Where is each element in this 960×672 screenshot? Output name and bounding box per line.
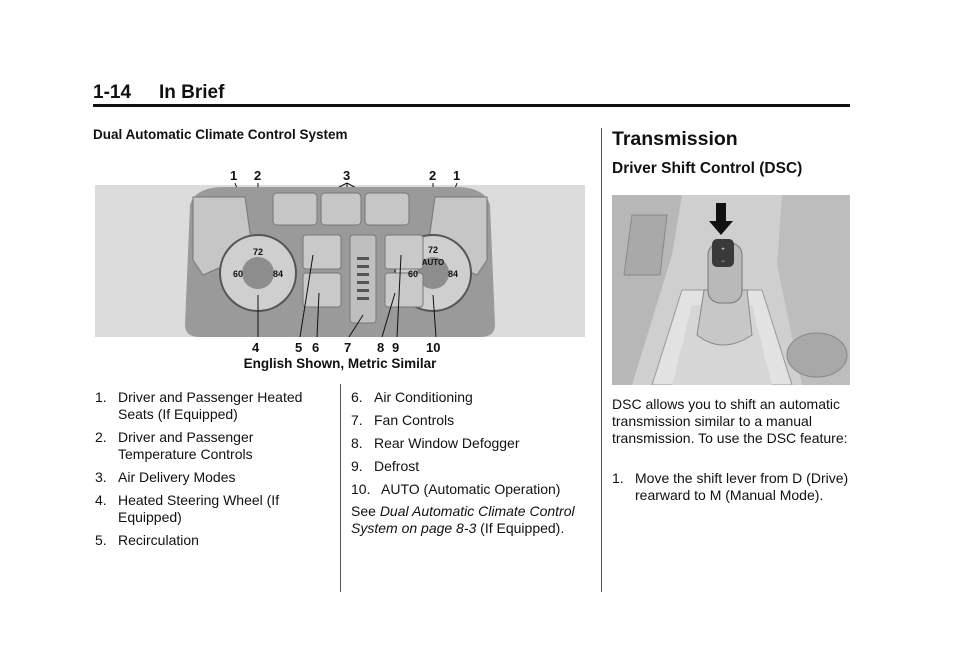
legend-list-a bbox=[95, 389, 330, 555]
legend-list-b bbox=[351, 389, 591, 504]
knob-right-84: 84 bbox=[447, 269, 459, 279]
shift-lever-illustration bbox=[612, 195, 850, 385]
column-divider-right bbox=[601, 128, 602, 592]
callout-bottom-5: 5 bbox=[295, 340, 303, 355]
knob-right-60: 60 bbox=[407, 269, 419, 279]
list-item: 10. AUTO (Automatic Operation) bbox=[351, 481, 561, 497]
callout-bottom-7: 7 bbox=[344, 340, 352, 355]
callout-bottom-4: 4 bbox=[252, 340, 260, 355]
transmission-paragraph: DSC allows you to shift an automatic transmission similar to a manual transmission. To use the DSC feature: bbox=[612, 396, 848, 446]
section-title: In Brief bbox=[159, 82, 225, 103]
svg-text:+: + bbox=[721, 247, 725, 253]
section-heading: Transmission bbox=[612, 128, 738, 150]
list-item: 9. Defrost bbox=[351, 458, 420, 474]
subsection-heading: Driver Shift Control (DSC) bbox=[612, 160, 803, 177]
climate-control-panel-illustration bbox=[95, 165, 585, 355]
svg-text:−: − bbox=[721, 259, 725, 265]
callout-bottom-10: 10 bbox=[426, 340, 441, 355]
callout-top-3: 3 bbox=[343, 168, 351, 183]
callout-top-4: 2 bbox=[429, 168, 437, 183]
callout-bottom-8: 8 bbox=[377, 340, 385, 355]
page-number: 1-14 bbox=[93, 82, 132, 103]
list-item: 7. Fan Controls bbox=[351, 412, 455, 428]
list-item: 6. Air Conditioning bbox=[351, 389, 473, 405]
page-header bbox=[93, 82, 850, 108]
column-divider-left bbox=[340, 384, 341, 592]
figure-caption: English Shown, Metric Similar bbox=[243, 356, 437, 371]
knob-right-auto: AUTO bbox=[421, 258, 445, 267]
list-item: 3. Air Delivery Modes bbox=[95, 469, 236, 485]
list-item: 4. Heated Steering Wheel (If Equipped) bbox=[95, 492, 280, 525]
figure-title: Dual Automatic Climate Control System bbox=[93, 127, 348, 142]
list-item: 1. Driver and Passenger Heated Seats (If Equipped) bbox=[95, 389, 303, 422]
knob-right-72: 72 bbox=[427, 245, 439, 255]
header-rule bbox=[93, 104, 850, 107]
callout-bottom-6: 6 bbox=[312, 340, 320, 355]
knob-left-60: 60 bbox=[232, 269, 244, 279]
list-item: 5. Recirculation bbox=[95, 532, 199, 548]
list-item: 2. Driver and Passenger Temperature Controls bbox=[95, 429, 254, 462]
callout-top-2: 2 bbox=[254, 168, 262, 183]
knob-left-84: 84 bbox=[272, 269, 284, 279]
knob-left-72: 72 bbox=[252, 247, 264, 257]
callout-top-1: 1 bbox=[230, 168, 238, 183]
callout-bottom-9: 9 bbox=[392, 340, 400, 355]
cross-reference-link[interactable]: Dual Automatic Climate Control System on page 8-3 bbox=[351, 503, 575, 536]
list-item: 8. Rear Window Defogger bbox=[351, 435, 520, 451]
step-list-item: 1. Move the shift lever from D (Drive) rearward to M (Manual Mode). bbox=[612, 470, 849, 503]
see-reference: See Dual Automatic Climate Control System on page 8-3 (If Equipped). bbox=[351, 503, 575, 536]
callout-top-5: 1 bbox=[453, 168, 461, 183]
